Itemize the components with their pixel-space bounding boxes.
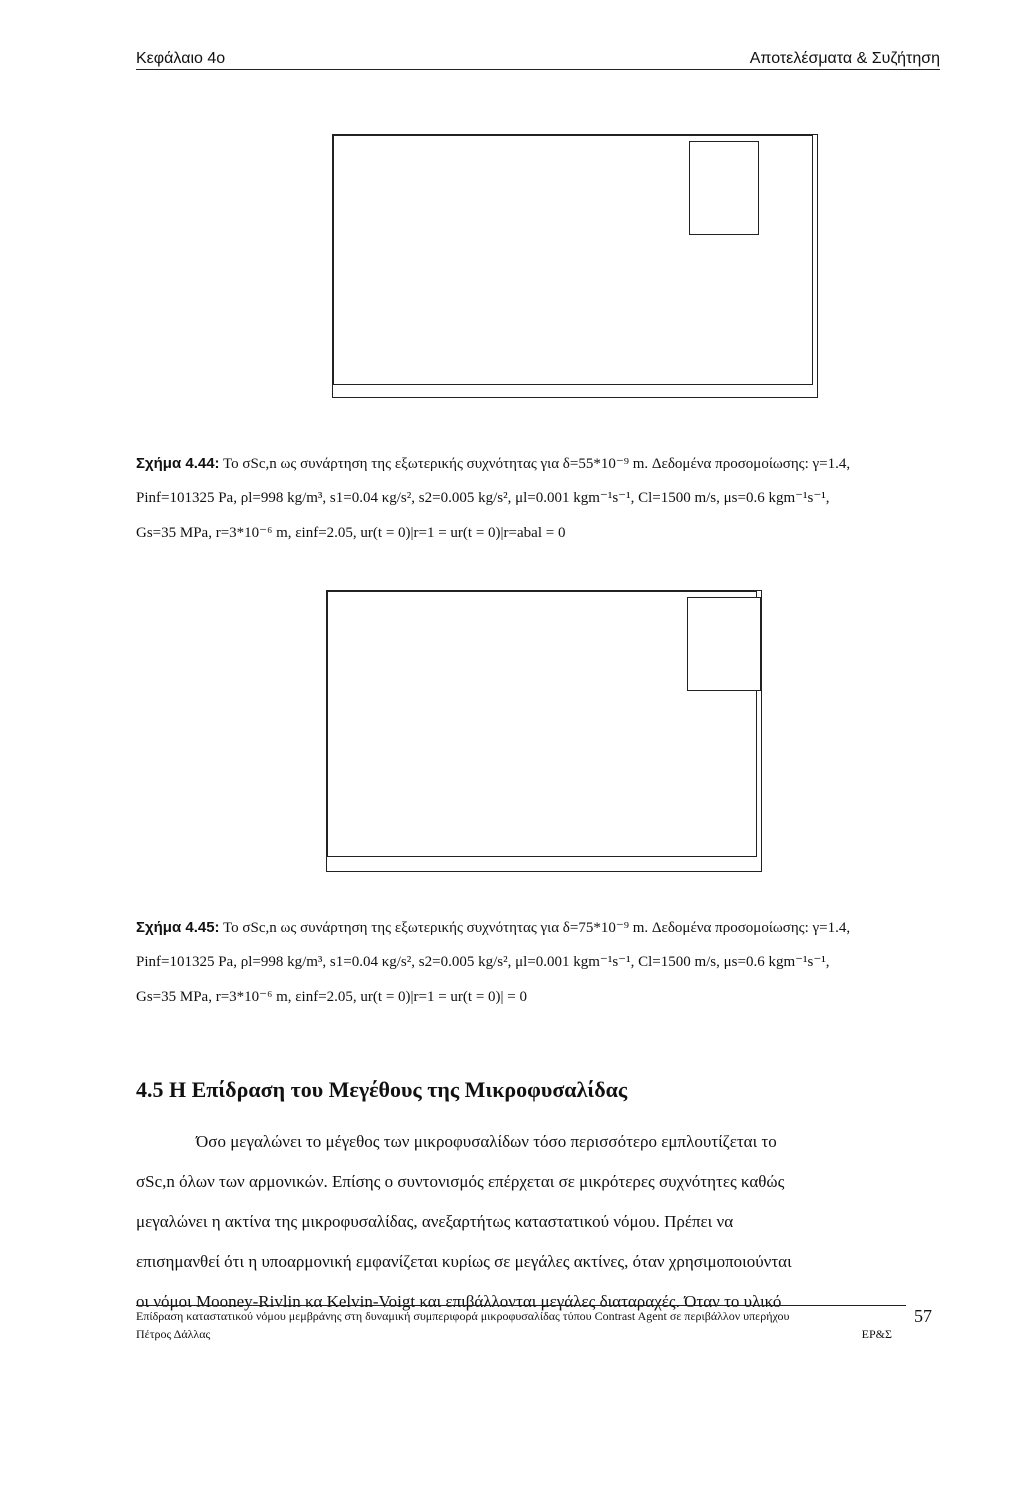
- figure-4-45-caption-line-1: Το σSc,n ως συνάρτηση της εξωτερικής συχνότητας για δ=75*10⁻⁹ m. Δεδομένα προσομοίωσης: γ=1.4,: [223, 920, 851, 936]
- figure-4-44-caption-line-2: Pinf=101325 Pa, ρl=998 kg/m³, s1=0.04 κg/s², s2=0.005 kg/s², μl=0.001 kgm⁻¹s⁻¹, Cl=1500 m/s, μs=0.6 kgm⁻¹s⁻¹,: [136, 490, 830, 506]
- figure-4-45-plot-area: [326, 590, 762, 872]
- footer-author: Πέτρος Δάλλας: [136, 1327, 211, 1341]
- figure-4-45-label: Σχήμα 4.45:: [136, 919, 220, 936]
- figure-4-44-caption-line-1: Το σSc,n ως συνάρτηση της εξωτερικής συχνότητας για δ=55*10⁻⁹ m. Δεδομένα προσομοίωσης: γ=1.4,: [223, 456, 851, 472]
- figure-4-45-caption-line-3: Gs=35 MPa, r=3*10⁻⁶ m, εinf=2.05, ur(t = 0)|r=1 = ur(t = 0)| = 0: [136, 989, 528, 1005]
- running-header-chapter: Κεφάλαιο 4ο: [136, 50, 226, 67]
- running-header-section: Αποτελέσματα & Συζήτηση: [749, 50, 940, 67]
- page-number: 57: [914, 1306, 932, 1326]
- section-body: [136, 1122, 940, 1322]
- footer-department: ΕΡ&Σ: [861, 1327, 892, 1341]
- footer-rule: [136, 1305, 906, 1306]
- body-line: οι νόμοι Mooney-Rivlin κα Kelvin-Voigt και επιβάλλονται μεγάλες διαταραχές. Όταν το υλικό: [136, 1292, 782, 1311]
- body-line: Όσο μεγαλώνει το μέγεθος των μικροφυσαλίδων τόσο περισσότερο εμπλουτίζεται το: [196, 1132, 777, 1151]
- figure-4-45-caption-line-2: Pinf=101325 Pa, ρl=998 kg/m³, s1=0.04 κg/s², s2=0.005 kg/s², μl=0.001 kgm⁻¹s⁻¹, Cl=1500 m/s, μs=0.6 kgm⁻¹s⁻¹,: [136, 954, 830, 970]
- header-rule: [136, 69, 940, 70]
- figure-4-45-caption: [136, 910, 940, 1015]
- figure-4-45-legend-box: [687, 597, 761, 691]
- body-line: μεγαλώνει η ακτίνα της μικροφυσαλίδας, ανεξαρτήτως καταστατικού νόμου. Πρέπει να: [136, 1212, 734, 1231]
- figure-4-44-caption: [136, 446, 940, 551]
- figure-4-44-legend-box: [689, 141, 759, 235]
- figure-4-44-caption-line-3: Gs=35 MPa, r=3*10⁻⁶ m, εinf=2.05, ur(t = 0)|r=1 = ur(t = 0)|r=abal = 0: [136, 525, 566, 541]
- section-heading: 4.5 Η Επίδραση του Μεγέθους της Μικροφυσαλίδας: [136, 1077, 628, 1102]
- footer-title: Επίδραση καταστατικού νόμου μεμβράνης στη δυναμική συμπεριφορά μικροφυσαλίδας τύπου Contrast Agent σε περιβάλλον υπερήχου: [136, 1309, 790, 1323]
- body-line: σSc,n όλων των αρμονικών. Επίσης ο συντονισμός επέρχεται σε μικρότερες συχνότητες καθώς: [136, 1172, 785, 1191]
- figure-4-44-plot-area: [332, 134, 818, 398]
- figure-4-44-label: Σχήμα 4.44:: [136, 455, 220, 472]
- body-line: επισημανθεί ότι η υποαρμονική εμφανίζεται κυρίως σε μεγάλες ακτίνες, όταν χρησιμοποιούνται: [136, 1252, 792, 1271]
